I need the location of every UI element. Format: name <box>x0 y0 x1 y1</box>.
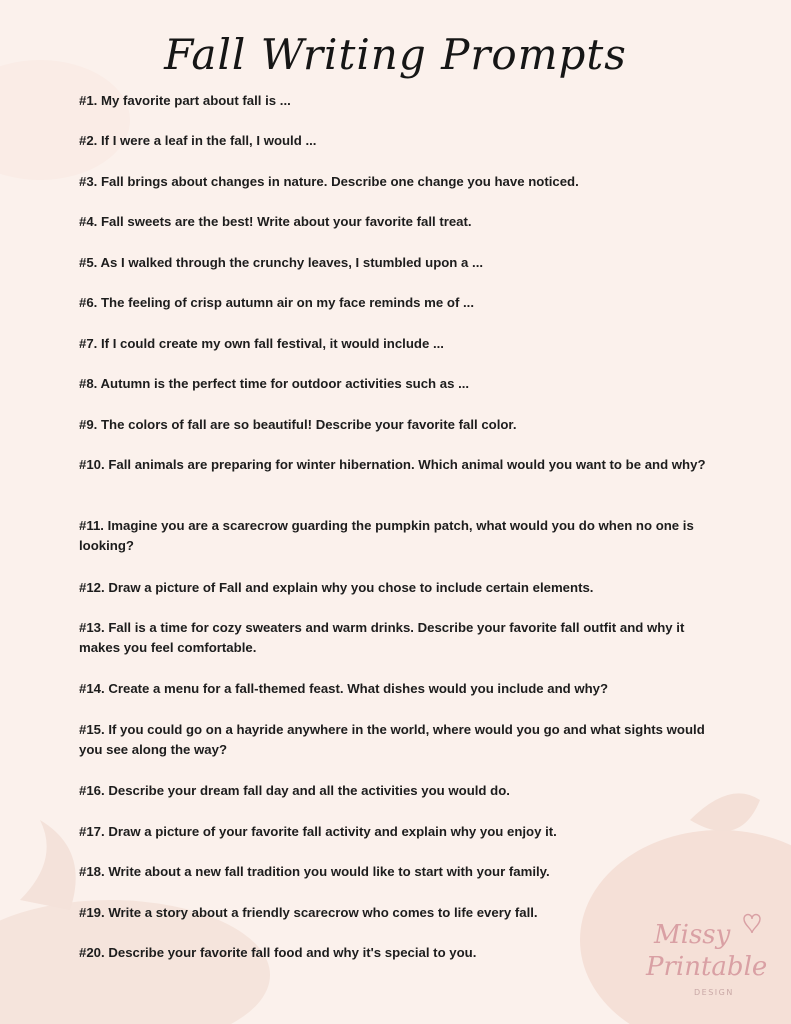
prompt-item: #4. Fall sweets are the best! Write about your favorite fall treat. <box>79 214 472 229</box>
prompt-item: #1. My favorite part about fall is ... <box>79 93 291 108</box>
leaf-silhouette-left <box>20 820 76 910</box>
prompt-item: #15. If you could go on a hayride anywhere in the world, where would you go and what sights would you see along the way? <box>79 722 705 757</box>
prompt-item: #20. Describe your favorite fall food and why it's special to you. <box>79 945 477 960</box>
prompt-item: #19. Write a story about a friendly scarecrow who comes to life every fall. <box>79 905 538 920</box>
logo-line-printable: Printable <box>646 952 768 982</box>
page-title: Fall Writing Prompts <box>164 30 627 79</box>
prompt-item: #17. Draw a picture of your favorite fall activity and explain why you enjoy it. <box>79 824 557 839</box>
prompt-item: #11. Imagine you are a scarecrow guarding the pumpkin patch, what would you do when no one is looking? <box>79 518 694 553</box>
prompt-item: #3. Fall brings about changes in nature. Describe one change you have noticed. <box>79 174 579 189</box>
prompt-item: #6. The feeling of crisp autumn air on my face reminds me of ... <box>79 295 474 310</box>
prompt-item: #14. Create a menu for a fall-themed feast. What dishes would you include and why? <box>79 681 609 696</box>
prompt-item: #7. If I could create my own fall festival, it would include ... <box>79 336 444 351</box>
prompt-item: #16. Describe your dream fall day and all the activities you would do. <box>79 783 510 798</box>
prompt-item: #9. The colors of fall are so beautiful! Describe your favorite fall color. <box>79 417 517 432</box>
prompt-item: #10. Fall animals are preparing for winter hibernation. Which animal would you want to be and why? <box>79 457 706 472</box>
logo-line-missy: Missy <box>654 920 731 950</box>
heart-icon <box>744 915 760 934</box>
prompt-item: #18. Write about a new fall tradition you would like to start with your family. <box>79 864 550 879</box>
missy-printable-logo <box>640 905 780 1000</box>
prompt-item: #8. Autumn is the perfect time for outdoor activities such as ... <box>79 376 470 391</box>
prompt-item: #5. As I walked through the crunchy leaves, I stumbled upon a ... <box>79 255 484 270</box>
prompt-item: #12. Draw a picture of Fall and explain why you chose to include certain elements. <box>79 580 594 595</box>
logo-line-design: DESIGN <box>694 988 734 997</box>
prompt-item: #13. Fall is a time for cozy sweaters and warm drinks. Describe your favorite fall outfit and why it makes you feel comfortable. <box>79 620 685 655</box>
prompt-item: #2. If I were a leaf in the fall, I would ... <box>79 133 317 148</box>
